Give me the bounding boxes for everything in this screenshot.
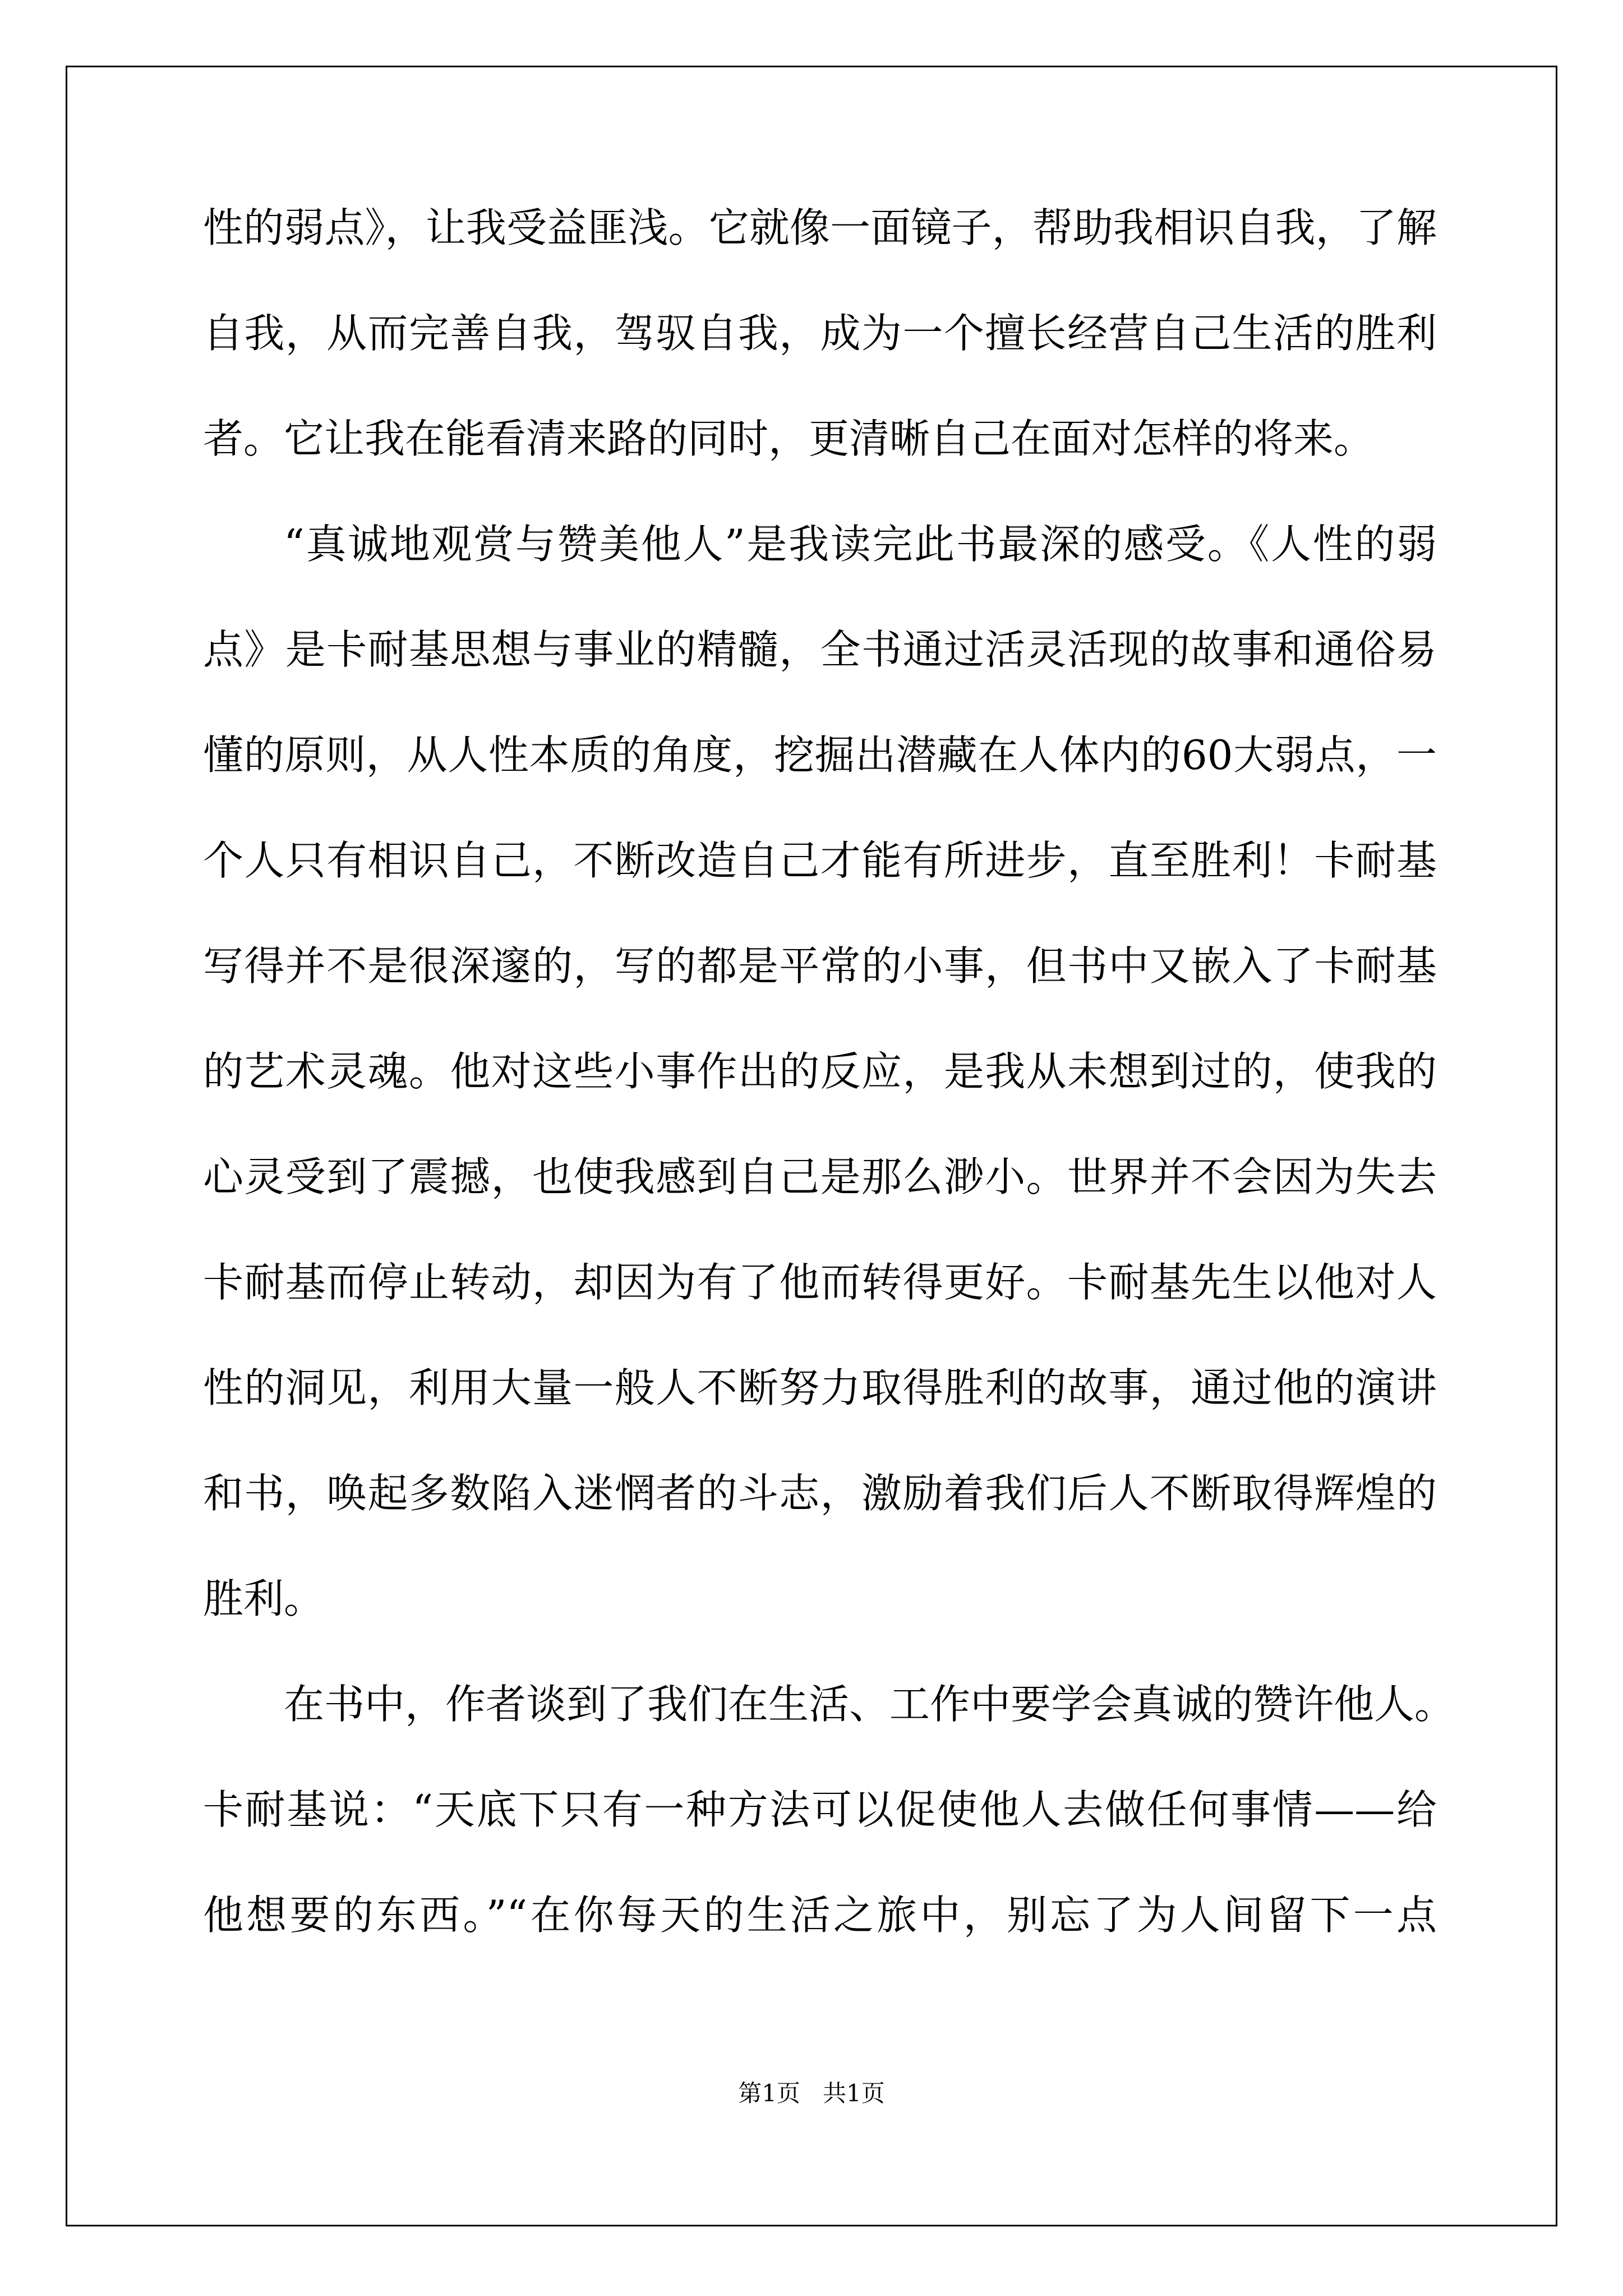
paragraph-2-line-10: 和书，唤起多数陷入迷惘者的斗志，激励着我们后人不断取得辉煌的 xyxy=(203,1470,1437,1517)
paragraph-2-line-9: 性的洞见，利用大量一般人不断努力取得胜利的故事，通过他的演讲 xyxy=(203,1364,1437,1411)
paragraph-1-line-2: 自我，从而完善自我，驾驭自我，成为一个擅长经营自己生活的胜利 xyxy=(203,310,1437,357)
paragraph-2-line-8: 卡耐基而停止转动，却因为有了他而转得更好。卡耐基先生以他对人 xyxy=(203,1259,1437,1306)
paragraph-3-line-2: 卡耐基说：“天底下只有一种方法可以促使他人去做任何事情——给 xyxy=(203,1786,1437,1833)
paragraph-1-line-1: 性的弱点》，让我受益匪浅。它就像一面镜子，帮助我相识自我，了解 xyxy=(203,204,1437,251)
paragraph-1-line-3: 者。它让我在能看清来路的同时，更清晰自己在面对怎样的将来。 xyxy=(203,415,1375,462)
paragraph-3-line-3: 他想要的东西。”“在你每天的生活之旅中，别忘了为人间留下一点 xyxy=(203,1892,1437,1939)
paragraph-2-line-5: 写得并不是很深邃的，写的都是平常的小事，但书中又嵌入了卡耐基 xyxy=(203,942,1437,990)
paragraph-2-line-4: 个人只有相识自己，不断改造自己才能有所进步，直至胜利！卡耐基 xyxy=(203,837,1437,884)
paragraph-2-line-1: “真诚地观赏与赞美他人”是我读完此书最深的感受。《人性的弱 xyxy=(284,521,1437,568)
paragraph-2-line-6: 的艺术灵魂。他对这些小事作出的反应，是我从未想到过的，使我的 xyxy=(203,1048,1437,1095)
paragraph-2-line-7: 心灵受到了震撼，也使我感到自己是那么渺小。世界并不会因为失去 xyxy=(203,1153,1437,1200)
paragraph-2-line-11: 胜利。 xyxy=(203,1575,325,1622)
page-number-footer: 第1页 共1页 xyxy=(738,2079,885,2107)
document-body xyxy=(203,204,1455,2000)
paragraph-3-line-1: 在书中，作者谈到了我们在生活、工作中要学会真诚的赞许他人。 xyxy=(284,1681,1455,1728)
paragraph-2-line-2: 点》是卡耐基思想与事业的精髓，全书通过活灵活现的故事和通俗易 xyxy=(203,626,1437,673)
paragraph-2-line-3: 懂的原则，从人性本质的角度，挖掘出潜藏在人体内的60大弱点，一 xyxy=(203,731,1437,779)
